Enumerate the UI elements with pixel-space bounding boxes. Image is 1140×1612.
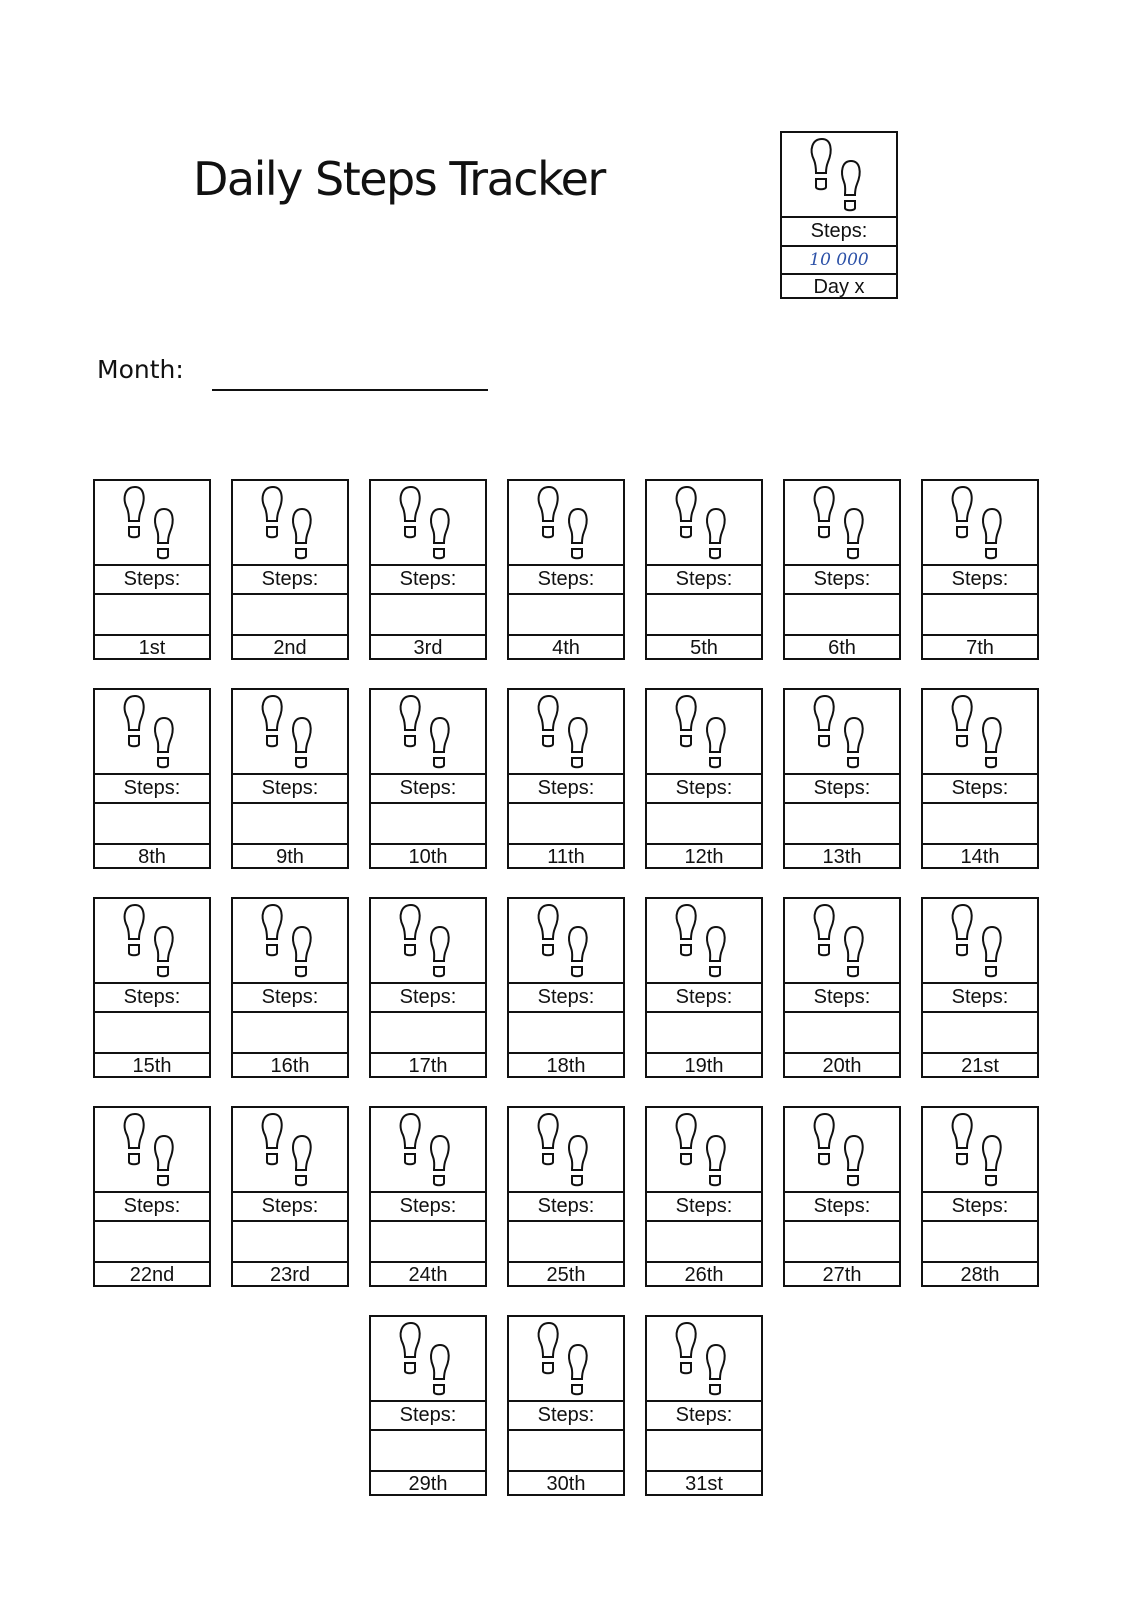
steps-input[interactable] <box>371 804 485 845</box>
footprints-icon-svg <box>122 484 182 560</box>
footprints-icon-svg <box>950 484 1010 560</box>
footprints-icon <box>509 1317 623 1402</box>
footprints-icon <box>95 690 209 775</box>
day-label: 29th <box>408 1473 448 1495</box>
day-card <box>93 479 211 660</box>
steps-input[interactable] <box>923 595 1037 636</box>
day-label: 18th <box>546 1055 586 1077</box>
footprints-icon-svg <box>674 1320 734 1396</box>
day-card <box>231 1106 349 1287</box>
footprints-icon-svg <box>260 484 320 560</box>
steps-label: Steps: <box>371 984 485 1013</box>
steps-label: Steps: <box>233 984 347 1013</box>
steps-label: Steps: <box>233 775 347 804</box>
footprints-icon <box>233 899 347 984</box>
footprints-icon <box>647 899 761 984</box>
month-input-line[interactable] <box>212 389 488 391</box>
footprints-icon <box>923 690 1037 775</box>
day-card <box>231 897 349 1078</box>
footprints-icon-svg <box>812 1111 872 1187</box>
footprints-icon <box>647 1317 761 1402</box>
steps-input[interactable] <box>785 1013 899 1054</box>
day-label: 4th <box>552 637 580 659</box>
steps-label: Steps: <box>647 566 761 595</box>
footprints-icon-svg <box>812 693 872 769</box>
day-card <box>921 479 1039 660</box>
steps-label: Steps: <box>509 1402 623 1431</box>
steps-input[interactable] <box>509 1013 623 1054</box>
day-label: 17th <box>408 1055 448 1077</box>
day-card <box>231 688 349 869</box>
day-label: 13th <box>822 846 862 868</box>
day-label: 23rd <box>269 1264 311 1286</box>
day-label: 24th <box>408 1264 448 1286</box>
day-label: 30th <box>546 1473 586 1495</box>
footprints-icon <box>371 1317 485 1402</box>
footprints-icon-svg <box>398 1320 458 1396</box>
steps-label: Steps: <box>785 566 899 595</box>
footprints-icon <box>785 690 899 775</box>
day-label: 28th <box>960 1264 1000 1286</box>
day-card <box>93 688 211 869</box>
steps-input[interactable] <box>95 804 209 845</box>
day-card <box>507 688 625 869</box>
example-steps-value: 10 000 <box>782 247 896 275</box>
steps-label: Steps: <box>95 566 209 595</box>
footprints-icon-svg <box>122 902 182 978</box>
day-card <box>645 1315 763 1496</box>
steps-label: Steps: <box>233 566 347 595</box>
month-label: Month: <box>97 355 184 384</box>
footprints-icon <box>785 899 899 984</box>
day-label: 20th <box>822 1055 862 1077</box>
footprints-icon <box>371 481 485 566</box>
steps-input[interactable] <box>509 1222 623 1263</box>
steps-label: Steps: <box>509 775 623 804</box>
steps-input[interactable] <box>785 804 899 845</box>
day-label: 9th <box>276 846 304 868</box>
day-label: 14th <box>960 846 1000 868</box>
footprints-icon <box>233 481 347 566</box>
footprints-icon-svg <box>122 693 182 769</box>
footprints-icon <box>95 899 209 984</box>
day-card <box>921 1106 1039 1287</box>
steps-input[interactable] <box>923 804 1037 845</box>
steps-label: Steps: <box>923 1193 1037 1222</box>
steps-label: Steps: <box>647 984 761 1013</box>
footprints-icon-svg <box>950 1111 1010 1187</box>
steps-input[interactable] <box>647 1222 761 1263</box>
steps-label: Steps: <box>371 1193 485 1222</box>
steps-input[interactable] <box>233 1013 347 1054</box>
day-label: 15th <box>132 1055 172 1077</box>
steps-input[interactable] <box>371 595 485 636</box>
example-day-label: Day x <box>813 276 865 298</box>
footprints-icon-svg <box>536 1320 596 1396</box>
steps-label: Steps: <box>371 775 485 804</box>
footprints-icon <box>509 481 623 566</box>
steps-label: Steps: <box>923 566 1037 595</box>
day-card <box>507 897 625 1078</box>
footprints-icon-svg <box>536 902 596 978</box>
steps-input[interactable] <box>95 595 209 636</box>
footprints-icon-svg <box>674 693 734 769</box>
day-card <box>921 897 1039 1078</box>
steps-label: Steps: <box>95 775 209 804</box>
day-card <box>369 479 487 660</box>
footprints-icon <box>647 481 761 566</box>
footprints-icon-svg <box>674 902 734 978</box>
day-card <box>93 897 211 1078</box>
steps-label: Steps: <box>95 1193 209 1222</box>
steps-label: Steps: <box>923 984 1037 1013</box>
steps-input[interactable] <box>371 1013 485 1054</box>
footprints-icon <box>923 1108 1037 1193</box>
steps-label: Steps: <box>233 1193 347 1222</box>
day-label: 1st <box>138 637 166 659</box>
day-label: 16th <box>270 1055 310 1077</box>
steps-label: Steps: <box>509 984 623 1013</box>
steps-input[interactable] <box>95 1222 209 1263</box>
footprints-icon <box>509 899 623 984</box>
steps-input[interactable] <box>233 804 347 845</box>
footprints-icon-svg <box>398 1111 458 1187</box>
day-card <box>645 1106 763 1287</box>
day-card <box>645 897 763 1078</box>
steps-label: Steps: <box>509 566 623 595</box>
day-label: 6th <box>828 637 856 659</box>
day-label: 3rd <box>413 637 443 659</box>
day-label: 2nd <box>273 637 307 659</box>
day-label: 26th <box>684 1264 724 1286</box>
day-label: 27th <box>822 1264 862 1286</box>
footprints-icon-svg <box>674 1111 734 1187</box>
steps-input[interactable] <box>233 1222 347 1263</box>
footprints-icon-svg <box>809 136 869 212</box>
steps-input[interactable] <box>647 804 761 845</box>
steps-input[interactable] <box>95 1013 209 1054</box>
day-card <box>645 479 763 660</box>
steps-input[interactable] <box>785 595 899 636</box>
footprints-icon-svg <box>260 1111 320 1187</box>
steps-label: Steps: <box>95 984 209 1013</box>
footprints-icon-svg <box>950 693 1010 769</box>
day-card <box>783 688 901 869</box>
day-card <box>507 1106 625 1287</box>
footprints-icon-svg <box>398 902 458 978</box>
steps-label: Steps: <box>647 1402 761 1431</box>
footprints-icon-svg <box>950 902 1010 978</box>
footprints-icon-svg <box>260 902 320 978</box>
steps-label: Steps: <box>509 1193 623 1222</box>
steps-label: Steps: <box>371 566 485 595</box>
footprints-icon <box>647 1108 761 1193</box>
steps-input[interactable] <box>371 1222 485 1263</box>
steps-label: Steps: <box>923 775 1037 804</box>
example-card <box>780 131 898 299</box>
footprints-icon <box>785 481 899 566</box>
day-label: 21st <box>961 1055 999 1077</box>
day-label: 25th <box>546 1264 586 1286</box>
steps-label: Steps: <box>785 1193 899 1222</box>
steps-label: Steps: <box>371 1402 485 1431</box>
footprints-icon-svg <box>812 484 872 560</box>
footprints-icon <box>371 1108 485 1193</box>
steps-input[interactable] <box>509 1431 623 1472</box>
day-card <box>369 1106 487 1287</box>
footprints-icon <box>509 690 623 775</box>
footprints-icon-svg <box>398 484 458 560</box>
day-label: 10th <box>408 846 448 868</box>
day-label: 19th <box>684 1055 724 1077</box>
footprints-icon-svg <box>122 1111 182 1187</box>
footprints-icon <box>95 481 209 566</box>
day-card <box>231 479 349 660</box>
steps-input[interactable] <box>509 804 623 845</box>
footprints-icon-svg <box>812 902 872 978</box>
footprints-icon <box>233 1108 347 1193</box>
day-card <box>369 1315 487 1496</box>
day-label: 22nd <box>129 1264 175 1286</box>
day-card <box>369 897 487 1078</box>
footprints-icon <box>509 1108 623 1193</box>
footprints-icon <box>647 690 761 775</box>
day-card <box>921 688 1039 869</box>
day-card <box>645 688 763 869</box>
day-label: 7th <box>966 637 994 659</box>
steps-input[interactable] <box>233 595 347 636</box>
day-card <box>783 897 901 1078</box>
day-card <box>783 1106 901 1287</box>
steps-input[interactable] <box>785 1222 899 1263</box>
steps-label: Steps: <box>782 218 896 247</box>
day-label: 8th <box>138 846 166 868</box>
steps-input[interactable] <box>923 1013 1037 1054</box>
steps-label: Steps: <box>647 1193 761 1222</box>
footprints-icon-svg <box>674 484 734 560</box>
footprints-icon <box>785 1108 899 1193</box>
steps-input[interactable] <box>647 595 761 636</box>
page-title: Daily Steps Tracker <box>193 152 605 206</box>
steps-input[interactable] <box>647 1431 761 1472</box>
day-label: 12th <box>684 846 724 868</box>
day-label: 31st <box>685 1473 723 1495</box>
day-card <box>507 479 625 660</box>
steps-label: Steps: <box>647 775 761 804</box>
footprints-icon-svg <box>536 693 596 769</box>
footprints-icon <box>782 133 896 218</box>
steps-label: Steps: <box>785 775 899 804</box>
footprints-icon <box>923 899 1037 984</box>
footprints-icon-svg <box>536 484 596 560</box>
day-label: 5th <box>690 637 718 659</box>
steps-input[interactable] <box>509 595 623 636</box>
footprints-icon <box>95 1108 209 1193</box>
steps-label: Steps: <box>785 984 899 1013</box>
footprints-icon <box>371 899 485 984</box>
steps-input[interactable] <box>923 1222 1037 1263</box>
footprints-icon-svg <box>260 693 320 769</box>
steps-input[interactable] <box>371 1431 485 1472</box>
day-card <box>93 1106 211 1287</box>
day-card <box>369 688 487 869</box>
footprints-icon <box>233 690 347 775</box>
steps-input[interactable] <box>647 1013 761 1054</box>
footprints-icon <box>371 690 485 775</box>
footprints-icon-svg <box>536 1111 596 1187</box>
footprints-icon <box>923 481 1037 566</box>
day-card <box>507 1315 625 1496</box>
footprints-icon-svg <box>398 693 458 769</box>
day-card <box>783 479 901 660</box>
day-label: 11th <box>547 846 585 868</box>
